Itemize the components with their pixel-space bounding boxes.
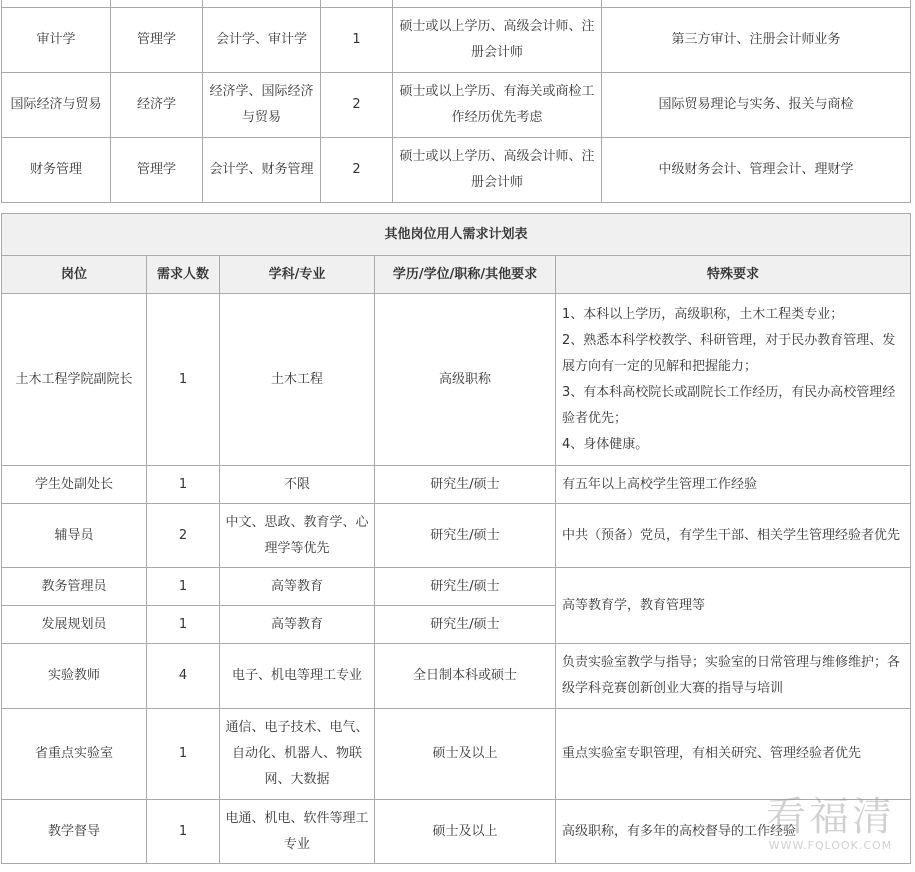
header-count: 需求人数 — [147, 256, 220, 294]
count-cell: 1 — [147, 294, 220, 466]
requirements-cell: 研究生/硕士 — [375, 504, 556, 568]
requirements-cell: 高级职称 — [375, 294, 556, 466]
count-cell: 1 — [147, 466, 220, 504]
header-requirements: 学历/学位/职称/其他要求 — [375, 256, 556, 294]
table-row — [2, 73, 911, 138]
count-cell: 1 — [147, 709, 220, 800]
special-cell: 有五年以上高校学生管理工作经验 — [556, 466, 911, 504]
count-cell: 1 — [147, 568, 220, 606]
table-row — [2, 0, 911, 8]
table-row — [2, 294, 911, 466]
table-row — [2, 568, 911, 606]
table-row — [2, 466, 911, 504]
major-cell: 通信、电子技术、电气、自动化、机器人、物联网、大数据 — [220, 709, 375, 800]
major-cell: 会计学、财务管理 — [203, 138, 321, 203]
position-cell: 发展规划员 — [2, 606, 147, 644]
major-cell: 电子、机电等理工专业 — [220, 644, 375, 709]
major-cell: 中文、思政、教育学、心理学等优先 — [220, 504, 375, 568]
requirements-cell: 全日制本科或硕士 — [375, 644, 556, 709]
special-cell: 中共（预备）党员，有学生干部、相关学生管理经验者优先 — [556, 504, 911, 568]
major-cell: 高等教育 — [220, 568, 375, 606]
position-cell: 辅导员 — [2, 504, 147, 568]
special-cell: 高等教育学，教育管理等 — [556, 568, 911, 644]
header-special: 特殊要求 — [556, 256, 911, 294]
requirements-cell: 研究生/硕士 — [375, 568, 556, 606]
position-cell: 教务管理员 — [2, 568, 147, 606]
top-table — [1, 0, 911, 203]
major-cell: 会计学、审计学 — [203, 8, 321, 73]
position-cell: 教学督导 — [2, 800, 147, 864]
table-header-row — [2, 256, 911, 294]
table-title-row — [2, 214, 911, 256]
major-cell: 电通、机电、软件等理工专业 — [220, 800, 375, 864]
special-cell: 重点实验室专职管理，有相关研究、管理经验者优先 — [556, 709, 911, 800]
count-cell: 2 — [147, 504, 220, 568]
requirements-cell: 硕士及以上 — [375, 709, 556, 800]
special-cell: 负责实验室教学与指导；实验室的日常管理与维修维护；各级学科竞赛创新创业大赛的指导与培训 — [556, 644, 911, 709]
other-positions-table — [1, 213, 911, 864]
requirements-cell: 硕士或以上学历、高级会计师、注册会计师 — [393, 138, 602, 203]
discipline-cell: 管理学 — [111, 138, 203, 203]
requirements-cell: 硕士或以上学历、高级会计师、注册会计师 — [393, 8, 602, 73]
watermark-url: WWW.FQLOOK.COM — [768, 839, 893, 852]
table-row — [2, 504, 911, 568]
position-cell: 实验教师 — [2, 644, 147, 709]
table-title: 其他岗位用人需求计划表 — [2, 214, 911, 256]
header-position: 岗位 — [2, 256, 147, 294]
table-row — [2, 709, 911, 800]
position-cell: 财务管理 — [2, 138, 111, 203]
courses-cell: 中级财务会计、管理会计、理财学 — [602, 138, 911, 203]
count-cell: 1 — [147, 606, 220, 644]
position-cell: 国际经济与贸易 — [2, 73, 111, 138]
major-cell: 高等教育 — [220, 606, 375, 644]
table-row — [2, 8, 911, 73]
header-major: 学科/专业 — [220, 256, 375, 294]
major-cell: 不限 — [220, 466, 375, 504]
discipline-cell: 管理学 — [111, 8, 203, 73]
count-cell: 2 — [321, 138, 393, 203]
major-cell: 经济学、国际经济与贸易 — [203, 73, 321, 138]
count-cell: 1 — [147, 800, 220, 864]
count-cell: 4 — [147, 644, 220, 709]
watermark — [766, 795, 895, 852]
position-cell: 省重点实验室 — [2, 709, 147, 800]
requirements-cell: 硕士或以上学历、有海关或商检工作经历优先考虑 — [393, 73, 602, 138]
position-cell: 审计学 — [2, 8, 111, 73]
watermark-text: 看福清 — [766, 794, 895, 840]
requirements-cell: 研究生/硕士 — [375, 606, 556, 644]
table-row — [2, 138, 911, 203]
count-cell: 1 — [321, 8, 393, 73]
position-cell: 学生处副处长 — [2, 466, 147, 504]
special-cell: 高级职称，有多年的高校督导的工作经验 — [556, 800, 911, 864]
courses-cell: 国际贸易理论与实务、报关与商检 — [602, 73, 911, 138]
discipline-cell: 经济学 — [111, 73, 203, 138]
requirements-cell: 硕士及以上 — [375, 800, 556, 864]
table-row — [2, 644, 911, 709]
special-cell: 1、本科以上学历，高级职称，土木工程类专业； 2、熟悉本科学校教学、科研管理，对于民办教育管理、发展方向有一定的见解和把握能力； 3、有本科高校院长或副院长工作经历，有民办高校管理经验者优先； 4、身体健康。 — [556, 294, 911, 466]
major-cell: 土木工程 — [220, 294, 375, 466]
count-cell: 2 — [321, 73, 393, 138]
courses-cell: 第三方审计、注册会计师业务 — [602, 8, 911, 73]
requirements-cell: 研究生/硕士 — [375, 466, 556, 504]
position-cell: 土木工程学院副院长 — [2, 294, 147, 466]
